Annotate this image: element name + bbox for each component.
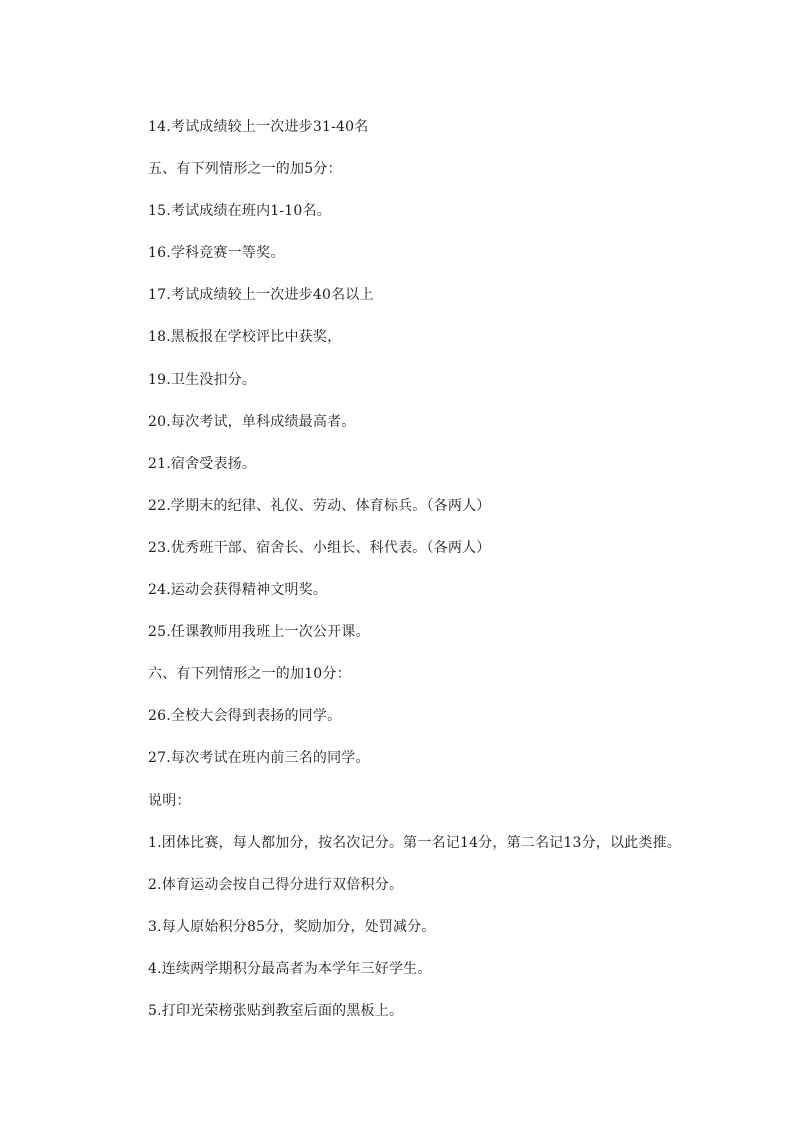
rule-item-17: 17.考试成绩较上一次进步40名以上 xyxy=(148,287,374,304)
note-item-1: 1.团体比赛，每人都加分，按名次记分。第一名记14分，第二名记13分，以此类推。 xyxy=(148,834,681,851)
document-body xyxy=(148,117,748,1043)
rule-item-27: 27.每次考试在班内前三名的同学。 xyxy=(148,750,370,767)
notes-heading: 说明： xyxy=(148,792,191,809)
rule-item-15: 15.考试成绩在班内1-10名。 xyxy=(148,203,331,220)
note-item-2: 2.体育运动会按自己得分进行双倍积分。 xyxy=(148,876,404,893)
note-item-5: 5.打印光荣榜张贴到教室后面的黑板上。 xyxy=(148,1002,404,1019)
rule-item-25: 25.任课教师用我班上一次公开课。 xyxy=(148,624,370,641)
rule-item-18: 18.黑板报在学校评比中获奖， xyxy=(148,329,342,346)
note-item-3: 3.每人原始积分85分，奖励加分，处罚减分。 xyxy=(148,918,436,935)
rule-item-19: 19.卫生没扣分。 xyxy=(148,371,257,388)
rule-item-22: 22.学期末的纪律、礼仪、劳动、体育标兵。（各两人） xyxy=(148,497,491,514)
note-item-4: 4.连续两学期积分最高者为本学年三好学生。 xyxy=(148,960,432,977)
section-heading-5-points: 五、有下列情形之一的加5分： xyxy=(148,161,342,178)
rule-item-23: 23.优秀班干部、宿舍长、小组长、科代表。（各两人） xyxy=(148,539,491,556)
rule-item-21: 21.宿舍受表扬。 xyxy=(148,455,257,472)
rule-item-26: 26.全校大会得到表扬的同学。 xyxy=(148,708,342,725)
rule-item-16: 16.学科竞赛一等奖。 xyxy=(148,245,285,262)
rule-item-20: 20.每次考试，单科成绩最高者。 xyxy=(148,413,356,430)
section-heading-10-points: 六、有下列情形之一的加10分： xyxy=(148,666,351,683)
rule-item-24: 24.运动会获得精神文明奖。 xyxy=(148,582,328,599)
rule-item-14: 14.考试成绩较上一次进步31-40名 xyxy=(148,119,369,135)
